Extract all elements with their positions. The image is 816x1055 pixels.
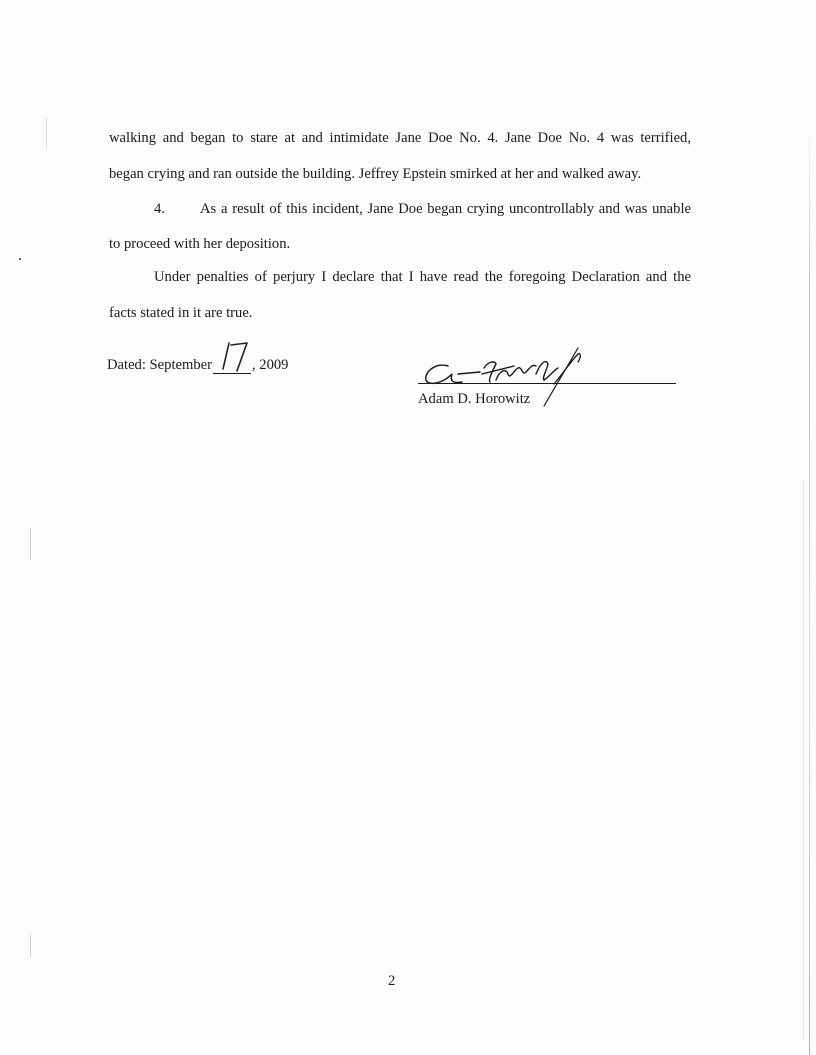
scan-edge (809, 120, 810, 1055)
paragraph-number: 4. (154, 201, 165, 217)
dated-line (107, 355, 288, 374)
dated-label: Dated: September (107, 357, 212, 373)
scan-edge (803, 480, 804, 1040)
scan-mark (30, 935, 31, 957)
body-text-line: to proceed with her deposition. (109, 236, 291, 252)
body-text-line: walking and began to stare at and intimidate Jane Doe No. 4. Jane Doe No. 4 was terrified, (109, 130, 691, 146)
scan-mark (46, 118, 47, 148)
page-number: 2 (388, 973, 396, 989)
scan-mark (30, 528, 31, 560)
dated-year: , 2009 (251, 357, 289, 373)
body-text-line: began crying and ran outside the building. Jeffrey Epstein smirked at her and walked away. (109, 166, 642, 182)
perjury-statement-continued: facts stated in it are true. (109, 305, 253, 321)
handwritten-day-mark (217, 339, 251, 373)
handwritten-day (213, 355, 251, 374)
body-text-line: As a result of this incident, Jane Doe began crying uncontrollably and was unable (200, 201, 691, 217)
perjury-statement: Under penalties of perjury I declare that I have read the foregoing Declaration and the (154, 269, 691, 285)
signature-line (418, 383, 676, 384)
signer-name: Adam D. Horowitz (418, 391, 531, 407)
scan-speck (19, 258, 21, 260)
